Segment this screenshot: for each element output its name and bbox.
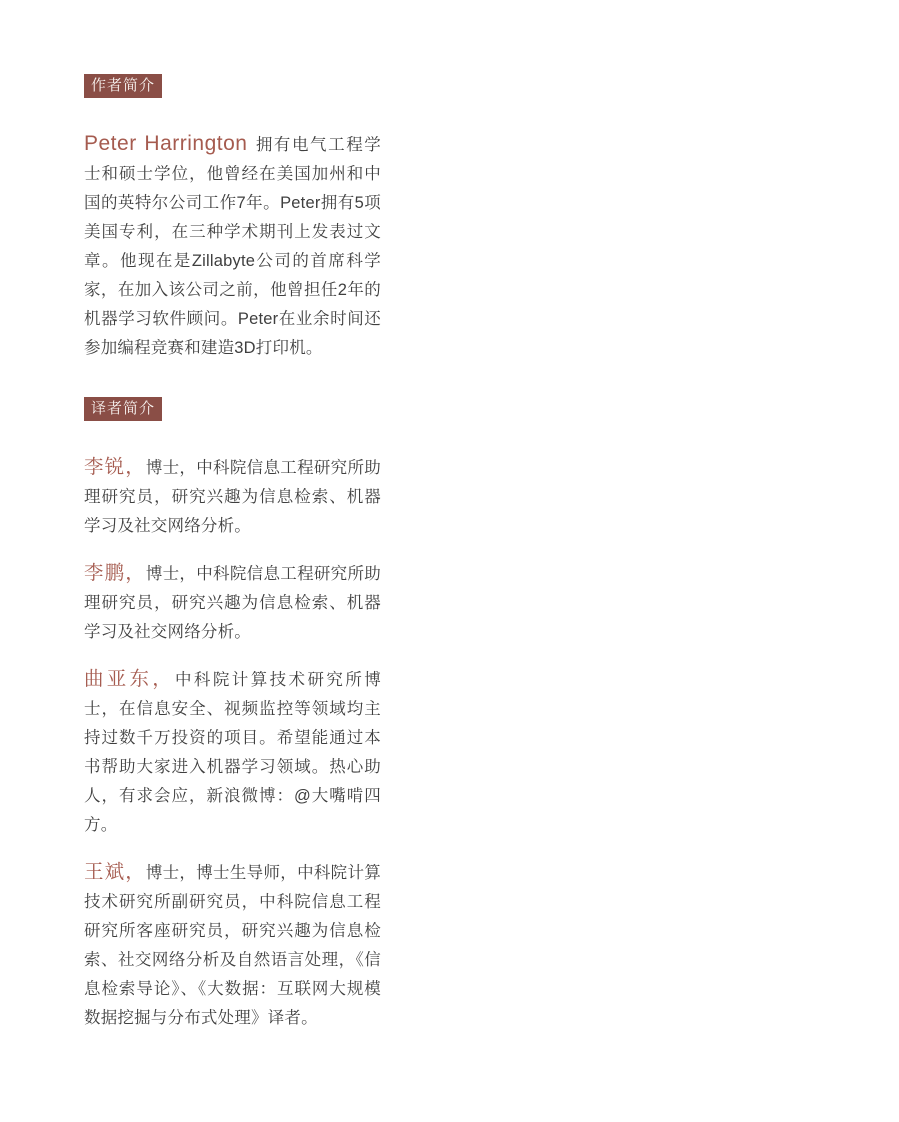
translator-bio-text: 中科院计算技术研究所博士，在信息安全、视频监控等领域均主持过数千万投资的项目。希望能通过本书帮助大家进入机器学习领域。热心助人，有求会应，新浪微博：@大嘴啃四方。 <box>84 671 381 834</box>
author-section <box>84 74 381 363</box>
page-content <box>84 74 381 1033</box>
author-bio-text: 拥有电气工程学士和硕士学位，他曾经在美国加州和中国的英特尔公司工作7年。Peter拥有5项美国专利，在三种学术期刊上发表过文章。他现在是Zillabyte公司的首席科学家，在加入该公司之前，他曾担任2年的机器学习软件顾问。Peter在业余时间还参加编程竞赛和建造3D打印机。 <box>84 136 381 357</box>
author-bio <box>84 129 381 363</box>
translator-section <box>84 397 381 1033</box>
translator-name: 李锐， <box>84 456 146 478</box>
translator-section-badge: 译者简介 <box>84 397 162 421</box>
translator-bio-text: 博士，中科院信息工程研究所助理研究员，研究兴趣为信息检索、机器学习及社交网络分析。 <box>84 459 381 535</box>
translator-item <box>84 559 381 647</box>
translator-bio-text: 博士，中科院信息工程研究所助理研究员，研究兴趣为信息检索、机器学习及社交网络分析。 <box>84 565 381 641</box>
translator-item <box>84 665 381 840</box>
translator-name: 王斌， <box>84 861 146 883</box>
author-section-badge: 作者简介 <box>84 74 162 98</box>
translator-item <box>84 453 381 541</box>
translator-item <box>84 858 381 1033</box>
translator-name: 曲亚东， <box>84 668 175 690</box>
translator-bio-text: 博士，博士生导师，中科院计算技术研究所副研究员，中科院信息工程研究所客座研究员，研究兴趣为信息检索、社交网络分析及自然语言处理，《信息检索导论》、《大数据：互联网大规模数据挖掘与分布式处理》译者。 <box>84 864 381 1027</box>
author-name: Peter Harrington <box>84 132 248 155</box>
translator-name: 李鹏， <box>84 562 146 584</box>
